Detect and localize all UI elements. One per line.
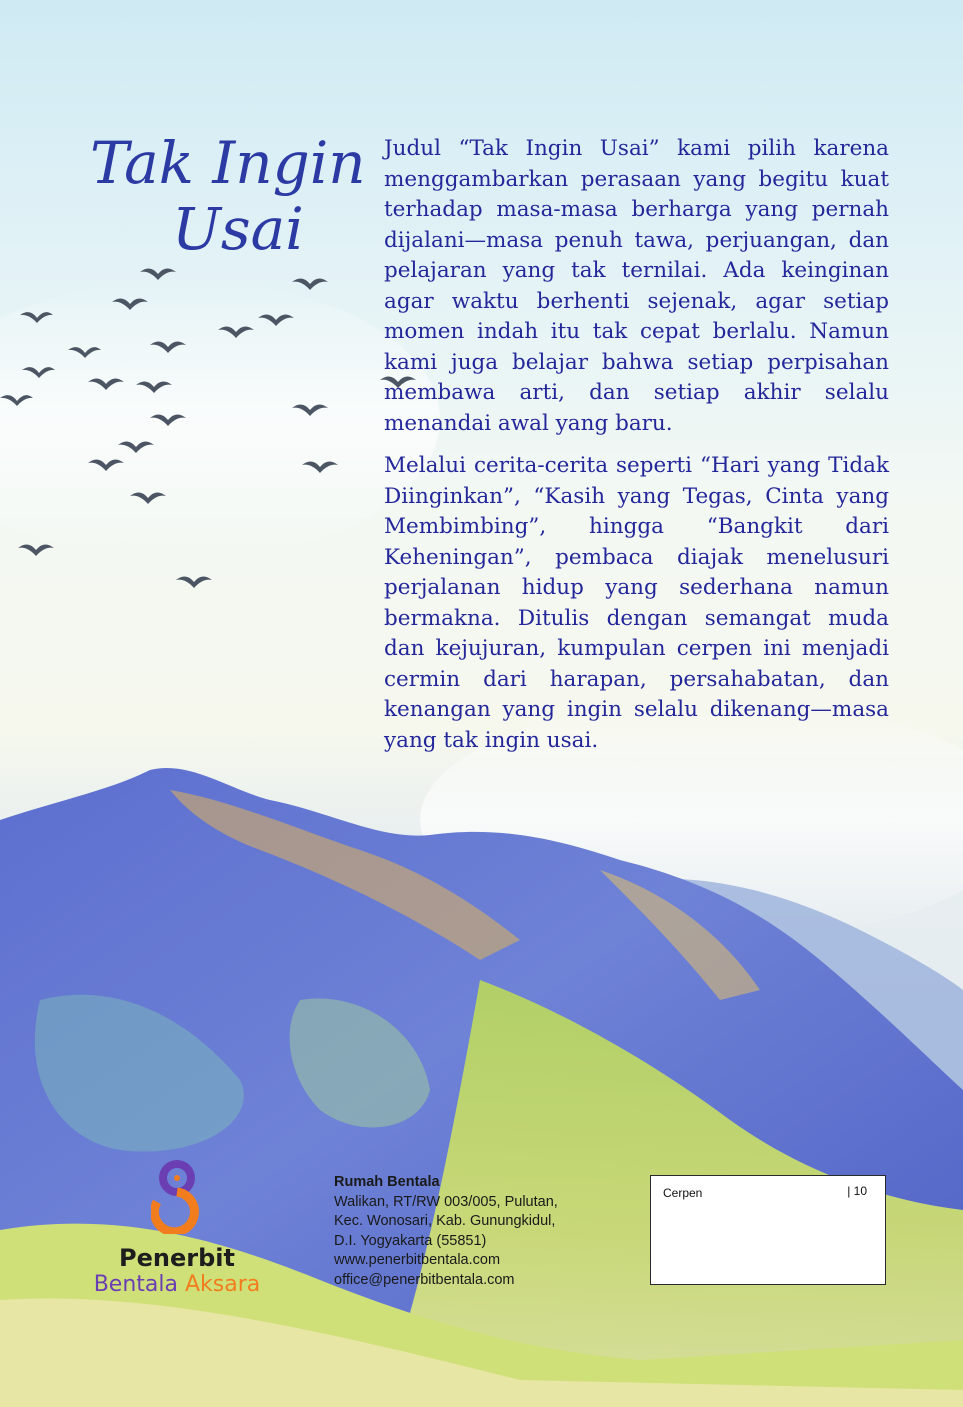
book-title-line-2: Usai bbox=[172, 195, 304, 263]
blurb-paragraph-1: Judul “Tak Ingin Usai” kami pilih karena menggambarkan perasaan yang begitu kuat terhadap masa-masa berharga yang pernah dijalani—masa penuh tawa, perjuangan, dan pelajaran yang tak ternilai. Ada keinginan agar waktu berhenti sejenak, agar setiap momen indah itu tak cepat berlalu. Namun kami juga belajar bahwa setiap perpisahan membawa arti, dan setiap akhir selalu menandai awal yang baru. bbox=[384, 136, 889, 436]
genre-category: Cerpen bbox=[663, 1186, 703, 1200]
publisher-name: Penerbit bbox=[119, 1244, 235, 1272]
publisher-subname-part-2: Aksara bbox=[185, 1272, 261, 1297]
email-link: office@penerbitbentala.com bbox=[334, 1271, 515, 1288]
publisher-logo-block bbox=[72, 1160, 282, 1298]
address-line: Kec. Wonosari, Kab. Gunungkidul, bbox=[334, 1213, 556, 1229]
blurb-paragraph-2: Melalui cerita-cerita seperti “Hari yang Tidak Diinginkan”, “Kasih yang Tegas, Cinta yang Membimbing”, hingga “Bangkit dari Keheningan”, pembaca diajak menelusuri perjalanan hidup yang sederhana namun bermakna. Ditulis dengan semangat muda dan kejujuran, kumpulan cerpen ini menjadi cermin dari harapan, persahabatan, dan kenangan yang ingin selalu dikenang—masa yang tak ingin usai. bbox=[384, 453, 889, 753]
book-title bbox=[90, 130, 380, 262]
bentala-logo-icon bbox=[151, 1160, 203, 1234]
address-line: D.I. Yogyakarta (55851) bbox=[334, 1232, 487, 1249]
publisher-subname-part-1: Bentala bbox=[93, 1272, 178, 1297]
website-link: www.penerbitbentala.com bbox=[334, 1252, 501, 1268]
address-line: Walikan, RT/RW 003/005, Pulutan, bbox=[334, 1193, 558, 1210]
back-cover-blurb bbox=[384, 134, 889, 768]
publisher-subname bbox=[72, 1272, 282, 1298]
publisher-address bbox=[334, 1173, 604, 1290]
book-title-line-1: Tak Ingin bbox=[90, 129, 366, 197]
page-indicator: | 10 bbox=[847, 1184, 867, 1198]
address-heading: Rumah Bentala bbox=[334, 1174, 440, 1190]
barcode-box bbox=[650, 1175, 886, 1285]
